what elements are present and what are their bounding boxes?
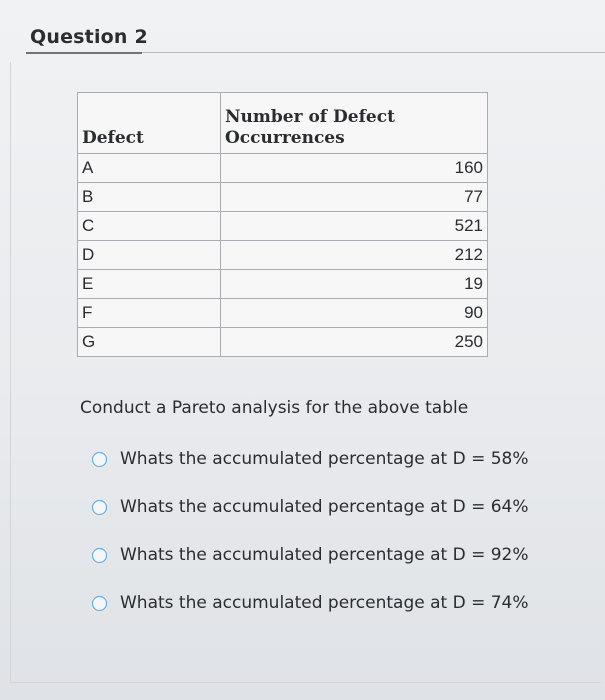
table-row — [78, 154, 488, 183]
answer-option-4[interactable] — [92, 584, 592, 632]
question-prompt: Conduct a Pareto analysis for the above table — [80, 398, 469, 418]
cell-occurrences: 212 — [221, 241, 488, 270]
answer-options — [92, 440, 592, 632]
header-defect: Defect — [78, 93, 221, 154]
cell-defect: F — [78, 299, 221, 328]
cell-occurrences: 90 — [221, 299, 488, 328]
table-row — [78, 241, 488, 270]
answer-label[interactable]: Whats the accumulated percentage at D = 74% — [120, 593, 529, 613]
question-title: Question 2 — [30, 26, 148, 48]
cell-defect: G — [78, 328, 221, 357]
answer-label[interactable]: Whats the accumulated percentage at D = 92% — [120, 545, 529, 565]
answer-option-2[interactable] — [92, 488, 592, 536]
cell-defect: D — [78, 241, 221, 270]
table-header-row — [78, 93, 488, 154]
cell-occurrences: 250 — [221, 328, 488, 357]
title-underline — [26, 52, 142, 54]
header-occurrences: Number of Defect Occurrences — [221, 93, 488, 154]
cell-defect: A — [78, 154, 221, 183]
cell-occurrences: 77 — [221, 183, 488, 212]
defect-table — [77, 92, 488, 357]
radio-button-icon[interactable] — [92, 500, 107, 515]
radio-button-icon[interactable] — [92, 452, 107, 467]
table-row — [78, 212, 488, 241]
cell-occurrences: 160 — [221, 154, 488, 183]
cell-occurrences: 521 — [221, 212, 488, 241]
answer-label[interactable]: Whats the accumulated percentage at D = 58% — [120, 449, 529, 469]
radio-button-icon[interactable] — [92, 596, 107, 611]
cell-defect: B — [78, 183, 221, 212]
table-row — [78, 328, 488, 357]
radio-button-icon[interactable] — [92, 548, 107, 563]
cell-defect: C — [78, 212, 221, 241]
table-row — [78, 183, 488, 212]
answer-label[interactable]: Whats the accumulated percentage at D = 64% — [120, 497, 529, 517]
table-row — [78, 299, 488, 328]
answer-option-3[interactable] — [92, 536, 592, 584]
answer-option-1[interactable] — [92, 440, 592, 488]
cell-defect: E — [78, 270, 221, 299]
cell-occurrences: 19 — [221, 270, 488, 299]
table-row — [78, 270, 488, 299]
